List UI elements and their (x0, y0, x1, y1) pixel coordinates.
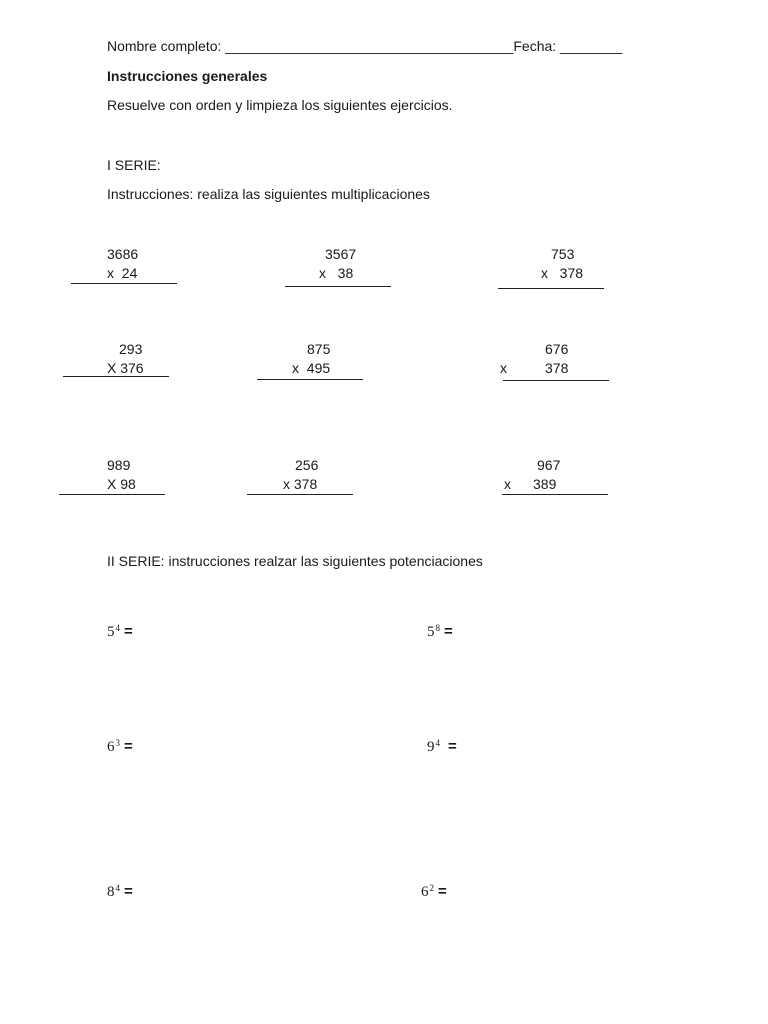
power-base: 8 (107, 884, 115, 900)
multiplicand: 256 (295, 457, 319, 473)
equals-sign: = (438, 883, 447, 900)
power-expression (427, 624, 453, 640)
power-exponent: 4 (115, 883, 120, 893)
multiplier: 389 (533, 476, 557, 492)
multiplicand: 875 (307, 341, 331, 357)
serie1-instructions: Instrucciones: realiza las siguientes multiplicaciones (107, 186, 430, 202)
multiplicand: 989 (107, 457, 131, 473)
multiplier: X 98 (107, 476, 136, 492)
multiplicand: 3567 (325, 246, 357, 262)
power-expression (427, 739, 457, 755)
general-instructions-title: Instrucciones generales (107, 68, 268, 84)
multiplicand: 676 (545, 341, 569, 357)
multiplier: x 378 (541, 265, 584, 281)
power-exponent: 3 (115, 738, 120, 748)
result-line (503, 380, 609, 381)
equals-sign: = (124, 623, 133, 640)
result-line (257, 379, 363, 380)
power-expression (421, 884, 447, 900)
result-line (247, 494, 353, 495)
multiplier: x 38 (319, 265, 354, 281)
serie1-title: I SERIE: (107, 157, 161, 173)
general-instructions-text: Resuelve con orden y limpieza los siguientes ejercicios. (107, 97, 453, 113)
equals-sign: = (124, 738, 133, 755)
power-base: 6 (421, 884, 429, 900)
power-base: 5 (107, 624, 115, 640)
multiplier: x 378 (283, 476, 318, 492)
multiplier-sign: x (500, 360, 507, 376)
power-base: 9 (427, 739, 435, 755)
power-exponent: 2 (429, 883, 434, 893)
power-exponent: 4 (435, 738, 440, 748)
multiplier: 378 (545, 360, 569, 376)
power-expression (107, 624, 133, 640)
power-expression (107, 884, 133, 900)
power-base: 6 (107, 739, 115, 755)
equals-sign: = (124, 883, 133, 900)
equals-sign: = (444, 623, 453, 640)
multiplier: X 376 (107, 360, 144, 376)
power-base: 5 (427, 624, 435, 640)
equals-sign: = (448, 738, 457, 755)
multiplier: x 24 (107, 265, 138, 281)
multiplier: x 495 (292, 360, 331, 376)
power-expression (107, 739, 133, 755)
multiplicand: 753 (551, 246, 575, 262)
result-line (285, 286, 391, 287)
result-line (502, 494, 608, 495)
result-line (71, 283, 177, 284)
result-line (63, 376, 169, 377)
multiplicand: 3686 (107, 246, 139, 262)
power-exponent: 4 (115, 623, 120, 633)
name-date-line[interactable]: Nombre completo: _____________________________________Fecha: ________ (107, 38, 623, 54)
serie2-title: II SERIE: instrucciones realzar las siguientes potenciaciones (107, 553, 483, 569)
multiplicand: 967 (537, 457, 561, 473)
result-line (59, 494, 165, 495)
result-line (498, 288, 604, 289)
multiplicand: 293 (119, 341, 143, 357)
multiplier-sign: x (504, 476, 511, 492)
power-exponent: 8 (435, 623, 440, 633)
